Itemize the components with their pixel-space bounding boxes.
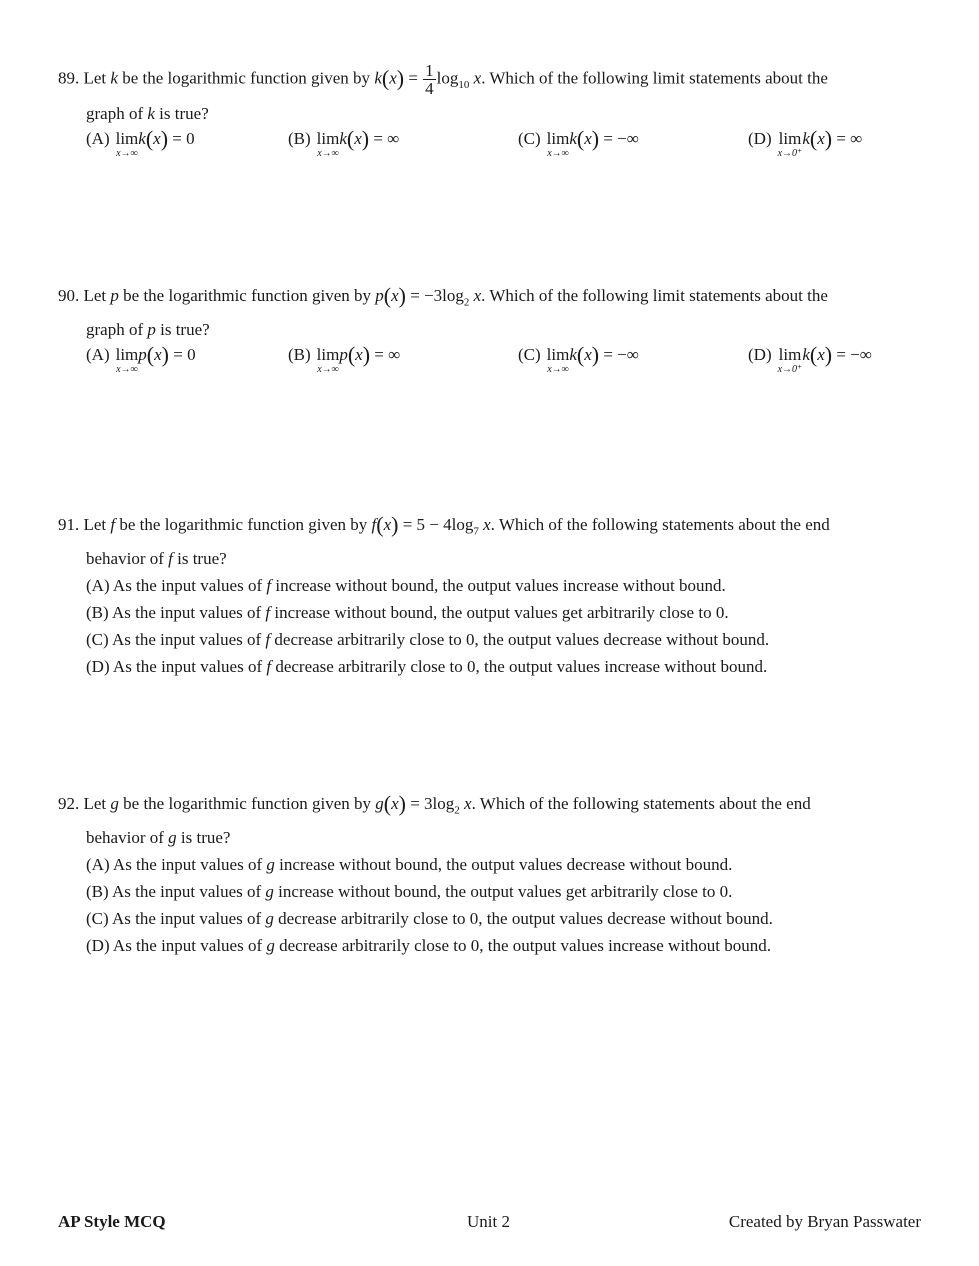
var-x: x — [483, 515, 491, 534]
statement-lead: (C) As the input values of — [86, 630, 262, 650]
var-x: x — [154, 345, 162, 365]
statement-lead: (B) As the input values of — [86, 882, 262, 902]
question-90-stem-cont — [58, 319, 938, 341]
statement-text: decrease arbitrarily close to 0, the output values increase without bound. — [279, 936, 772, 956]
let-word: Let — [83, 794, 107, 813]
function-variable: k — [110, 68, 118, 88]
paren: ( — [383, 283, 392, 308]
stem-text: is true? — [159, 104, 209, 123]
question-92 — [58, 793, 938, 962]
question-91-stem — [58, 514, 938, 542]
function-name: p — [375, 286, 384, 305]
option-d[interactable] — [86, 935, 938, 957]
limit-value: = 0 — [172, 129, 195, 148]
limit-expression — [547, 345, 570, 375]
option-label: (D) — [748, 345, 772, 365]
option-a[interactable] — [86, 854, 938, 876]
option-c[interactable] — [518, 342, 639, 376]
statement-text: decrease arbitrarily close to 0, the output values decrease without bound. — [274, 630, 770, 650]
function-variable: k — [147, 104, 155, 123]
statement-lead: (D) As the input values of — [86, 657, 263, 677]
paren: ( — [145, 126, 154, 151]
stem-text: be the logarithmic function given by — [119, 515, 368, 534]
limit-function: k — [569, 345, 577, 365]
question-number: 90. — [58, 286, 80, 305]
question-89 — [58, 62, 938, 169]
footer-center: Unit 2 — [467, 1212, 510, 1231]
option-d[interactable] — [86, 656, 938, 678]
limit-function: k — [569, 129, 577, 148]
statement-text: increase without bound, the output values increase without bound. — [275, 576, 726, 596]
option-label: (C) — [518, 345, 541, 365]
question-91-stem-cont — [58, 548, 938, 570]
option-a[interactable] — [86, 342, 196, 376]
coefficient: = −3log — [410, 286, 464, 305]
limit-expression — [778, 129, 803, 159]
footer-left: AP Style MCQ — [58, 1212, 166, 1231]
question-number: 89. — [58, 68, 80, 88]
var-x: x — [473, 68, 482, 88]
option-a[interactable] — [86, 575, 938, 597]
limit-expression — [116, 129, 139, 159]
lim-word: lim — [778, 345, 802, 365]
function-name: k — [374, 68, 382, 88]
lim-word: lim — [115, 345, 139, 365]
limit-expression — [778, 345, 803, 375]
paren: ) — [398, 791, 406, 816]
statement-text: decrease arbitrarily close to 0, the output values decrease without bound. — [278, 909, 773, 929]
option-label: (D) — [748, 129, 772, 148]
statement-lead: (B) As the input values of — [86, 603, 262, 623]
question-number: 92. — [58, 794, 80, 813]
option-c[interactable] — [86, 629, 938, 651]
limit-approach: x→0⁺ — [777, 364, 803, 376]
log-base: 2 — [463, 296, 470, 309]
frac-den: 4 — [425, 79, 434, 98]
option-a[interactable] — [86, 126, 195, 159]
paren: ( — [809, 342, 818, 368]
limit-value: = −∞ — [836, 345, 872, 365]
option-d[interactable] — [748, 126, 863, 159]
option-c[interactable] — [86, 908, 938, 930]
var-x: x — [817, 129, 825, 148]
stem-text: be the logarithmic function given by — [122, 68, 371, 88]
var-x: x — [389, 68, 397, 88]
paren: ) — [391, 512, 399, 537]
frac-num: 1 — [425, 61, 434, 80]
limit-expression — [116, 345, 139, 375]
lim-word: lim — [546, 129, 570, 148]
function-variable: f — [266, 657, 272, 677]
options-row — [58, 126, 938, 169]
limit-function: p — [138, 345, 147, 365]
paren: ( — [576, 126, 585, 151]
var-x: x — [391, 794, 399, 813]
statement-text: increase without bound, the output values get arbitrarily close to 0. — [278, 882, 733, 902]
var-x: x — [473, 286, 482, 305]
paren: ) — [161, 342, 169, 368]
option-label: (A) — [86, 129, 110, 148]
lim-word: lim — [316, 345, 340, 365]
paren: ) — [591, 126, 600, 151]
option-label: (B) — [288, 345, 311, 365]
function-variable: f — [265, 603, 271, 623]
paren: ( — [576, 342, 585, 368]
statement-list — [58, 575, 938, 678]
function-variable: p — [110, 286, 119, 305]
stem-text: is true? — [177, 549, 227, 569]
limit-value: = ∞ — [373, 129, 400, 148]
stem-rest: . Which of the following limit statements about the — [481, 286, 828, 305]
limit-function: p — [339, 345, 348, 365]
limit-value: = ∞ — [374, 345, 401, 365]
function-variable: f — [266, 576, 272, 596]
function-name: g — [375, 794, 384, 813]
limit-approach: x→∞ — [547, 148, 569, 159]
log-base: 2 — [454, 804, 460, 817]
limit-approach: x→∞ — [317, 148, 339, 159]
statement-lead: (A) As the input values of — [86, 576, 263, 596]
function-variable: p — [147, 320, 156, 340]
var-x: x — [464, 794, 472, 813]
stem-rest: . Which of the following statements about the end — [490, 515, 830, 534]
log-base: 7 — [473, 525, 479, 538]
limit-value: = −∞ — [603, 129, 639, 148]
var-x: x — [817, 345, 825, 365]
statement-text: decrease arbitrarily close to 0, the output values increase without bound. — [275, 657, 768, 677]
statement-text: increase without bound, the output values decrease without bound. — [279, 855, 733, 875]
stem-text: be the logarithmic function given by — [123, 794, 372, 813]
var-x: x — [383, 515, 392, 534]
statement-lead: (C) As the input values of — [86, 909, 262, 929]
function-variable: f — [110, 515, 116, 534]
var-x: x — [584, 129, 592, 148]
var-x: x — [354, 129, 362, 148]
paren: ( — [347, 342, 356, 368]
function-variable: g — [265, 909, 274, 929]
paren: ( — [376, 512, 384, 537]
question-90-stem — [58, 285, 938, 313]
function-variable: g — [110, 794, 119, 813]
option-c[interactable] — [518, 126, 639, 159]
function-variable: g — [266, 936, 275, 956]
paren: ( — [346, 126, 355, 151]
limit-value: = −∞ — [603, 345, 639, 365]
question-89-stem-cont — [58, 103, 938, 125]
let-word: Let — [83, 68, 107, 88]
limit-function: k — [339, 129, 347, 148]
option-b[interactable] — [86, 602, 938, 624]
paren: ( — [809, 126, 818, 151]
option-b[interactable] — [86, 881, 938, 903]
stem-rest: . Which of the following limit statements about the — [481, 68, 828, 88]
limit-expression — [547, 129, 570, 159]
paren: ( — [381, 65, 390, 91]
stem-text: be the logarithmic function given by — [123, 286, 372, 305]
lim-word: lim — [778, 129, 802, 148]
stem-text: is true? — [180, 828, 231, 848]
lim-word: lim — [546, 345, 570, 365]
limit-approach: x→∞ — [317, 364, 339, 376]
limit-value: = 0 — [173, 345, 196, 365]
paren: ( — [146, 342, 155, 368]
paren: ) — [361, 126, 370, 151]
limit-function: k — [802, 345, 810, 365]
paren: ( — [383, 791, 392, 816]
paren: ) — [398, 283, 406, 308]
let-word: Let — [83, 515, 107, 534]
paren: ) — [824, 342, 833, 368]
stem-text: behavior of — [86, 828, 164, 848]
statement-lead: (A) As the input values of — [86, 855, 263, 875]
function-variable: f — [265, 630, 271, 650]
question-number: 91. — [58, 515, 80, 534]
question-92-stem-cont — [58, 827, 938, 849]
limit-expression — [317, 129, 340, 159]
question-90 — [58, 285, 938, 385]
statement-list — [58, 854, 938, 957]
stem-text: graph of — [86, 320, 144, 340]
function-variable: g — [168, 828, 177, 848]
limit-approach: x→0⁺ — [777, 148, 803, 159]
stem-text: graph of — [86, 104, 144, 123]
var-x: x — [391, 286, 399, 305]
stem-text: is true? — [160, 320, 210, 340]
limit-approach: x→∞ — [116, 364, 138, 376]
limit-function: k — [802, 129, 810, 148]
var-x: x — [355, 345, 363, 365]
let-word: Let — [83, 286, 107, 305]
limit-value: = ∞ — [836, 129, 863, 148]
question-89-stem: 89. Let k be the logarithmic function given by k(x) = $\frac{1}{4}$ $\log_{10} x$. Which of the following limit statements about the — [58, 61, 828, 98]
coefficient: = 3log — [410, 794, 455, 813]
function-name: f — [371, 515, 377, 534]
statement-text: increase without bound, the output values get arbitrarily close to 0. — [274, 603, 729, 623]
option-b[interactable] — [288, 342, 401, 376]
coefficient: = 5 − 4log — [402, 515, 474, 534]
limit-function: k — [138, 129, 146, 148]
question-92-stem — [58, 793, 938, 821]
options-row — [58, 342, 938, 385]
option-label: (A) — [86, 345, 110, 365]
log-base: 10 — [458, 78, 470, 91]
lim-word: lim — [316, 129, 340, 148]
option-label: (B) — [288, 129, 311, 148]
stem-text: behavior of — [86, 549, 164, 569]
option-d[interactable] — [748, 342, 872, 376]
paren: ) — [591, 342, 600, 368]
var-x: x — [153, 129, 161, 148]
footer-right: Created by Bryan Passwater — [728, 1212, 921, 1231]
function-variable: g — [266, 855, 275, 875]
var-x: x — [584, 345, 592, 365]
paren: ) — [160, 126, 169, 151]
function-variable: f — [168, 549, 173, 569]
paren: ) — [396, 65, 405, 91]
limit-approach: x→∞ — [547, 364, 569, 376]
question-91 — [58, 514, 938, 683]
function-variable: g — [265, 882, 274, 902]
limit-approach: x→∞ — [116, 148, 138, 159]
stem-rest: . Which of the following statements about the end — [471, 794, 811, 813]
paren: ) — [362, 342, 371, 368]
fraction — [423, 62, 436, 97]
limit-expression — [317, 345, 340, 375]
paren: ) — [824, 126, 833, 151]
lim-word: lim — [115, 129, 139, 148]
option-b[interactable] — [288, 126, 400, 159]
option-label: (C) — [518, 129, 541, 148]
statement-lead: (D) As the input values of — [86, 936, 263, 956]
